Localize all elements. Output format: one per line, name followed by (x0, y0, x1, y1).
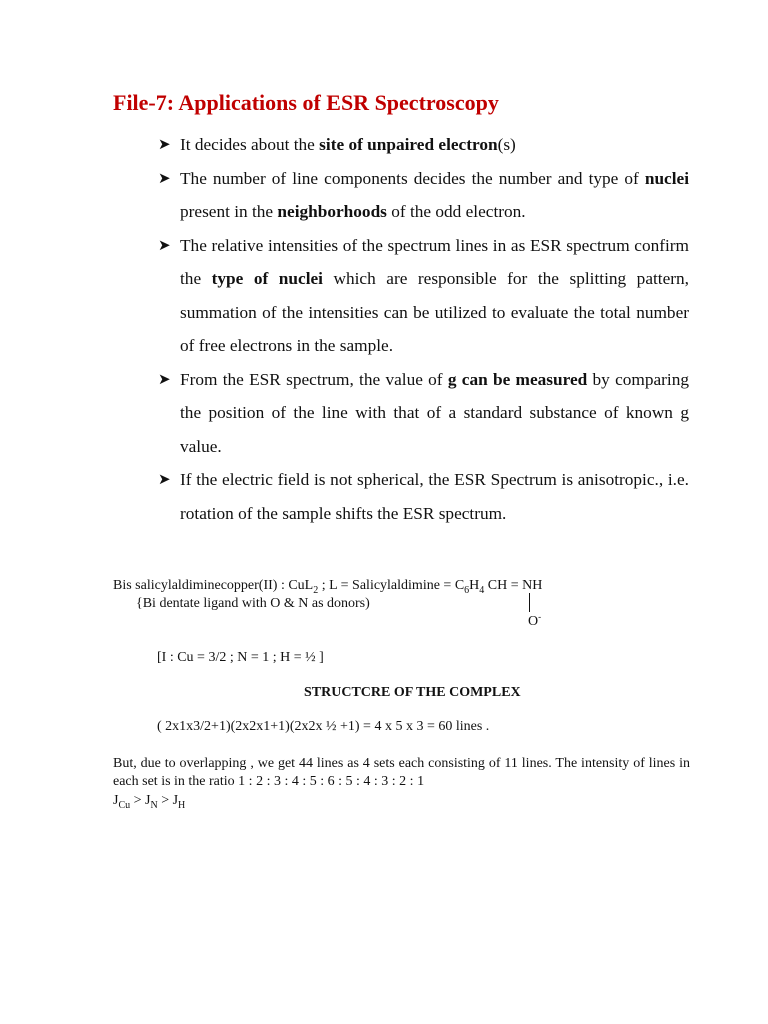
bullet-text: It decides about the site of unpaired electron(s) (180, 135, 516, 154)
bullet-text: From the ESR spectrum, the value of g can be measured by comparing the position of the line with that of a standard substance of known g value. (180, 369, 690, 456)
line-calculation: ( 2x1x3/2+1)(2x2x1+1)(2x2x ½ +1) = 4 x 5 x 3 = 60 lines . (157, 719, 490, 734)
bullet-text: The number of line components decides the number and type of nuclei present in the neighborhoods of the odd electron. (180, 168, 689, 221)
ligand-note: {Bi dentate ligand with O & N as donors) (136, 596, 370, 611)
bullet-item (158, 363, 689, 464)
oxygen-label: O- (528, 611, 542, 629)
bullet-text: The relative intensities of the spectrum lines in as ESR spectrum confirm the type of nuclei which are responsible for the splitting pattern, summation of the intensities can be utilized to evaluate the total number of free electrons in the sample. (180, 235, 689, 355)
bullet-text: If the electric field is not spherical, the ESR Spectrum is anisotropic., i.e. rotation of the sample shifts the ESR spectrum. (180, 470, 689, 523)
overlap-paragraph: But, due to overlapping , we get 44 lines as 4 sets each consisting of 11 lines. The intensity of lines in each set is in the ratio 1 : 2 : 3 : 4 : 5 : 6 : 5 : 4 : 3 : 2 : 1 (113, 756, 690, 789)
arrow-bullet-icon: ➤ (158, 470, 171, 488)
structure-heading: STRUCTCRE OF THE COMPLEX (304, 685, 521, 700)
bullet-item (158, 128, 689, 162)
complex-formula-line: Bis salicylaldiminecopper(II) : CuL$_2$ ; L = Salicylaldimine = $C_6H_4$ CH = NH (113, 578, 543, 596)
coupling-order: $J_{Cu} > J_N > J_H$ (113, 793, 186, 811)
arrow-bullet-icon: ➤ (158, 135, 171, 153)
bullet-item (158, 463, 689, 530)
bullet-item (158, 229, 689, 363)
arrow-bullet-icon: ➤ (158, 369, 171, 388)
arrow-bullet-icon: ➤ (158, 235, 171, 254)
nuclear-spins: [I : Cu = 3/2 ; N = 1 ; H = ½ ] (157, 650, 324, 665)
bullet-item (158, 162, 689, 229)
bond-line (529, 593, 530, 612)
page-title: File-7: Applications of ESR Spectroscopy (113, 90, 499, 115)
arrow-bullet-icon: ➤ (158, 168, 171, 187)
bullet-list (158, 128, 689, 530)
